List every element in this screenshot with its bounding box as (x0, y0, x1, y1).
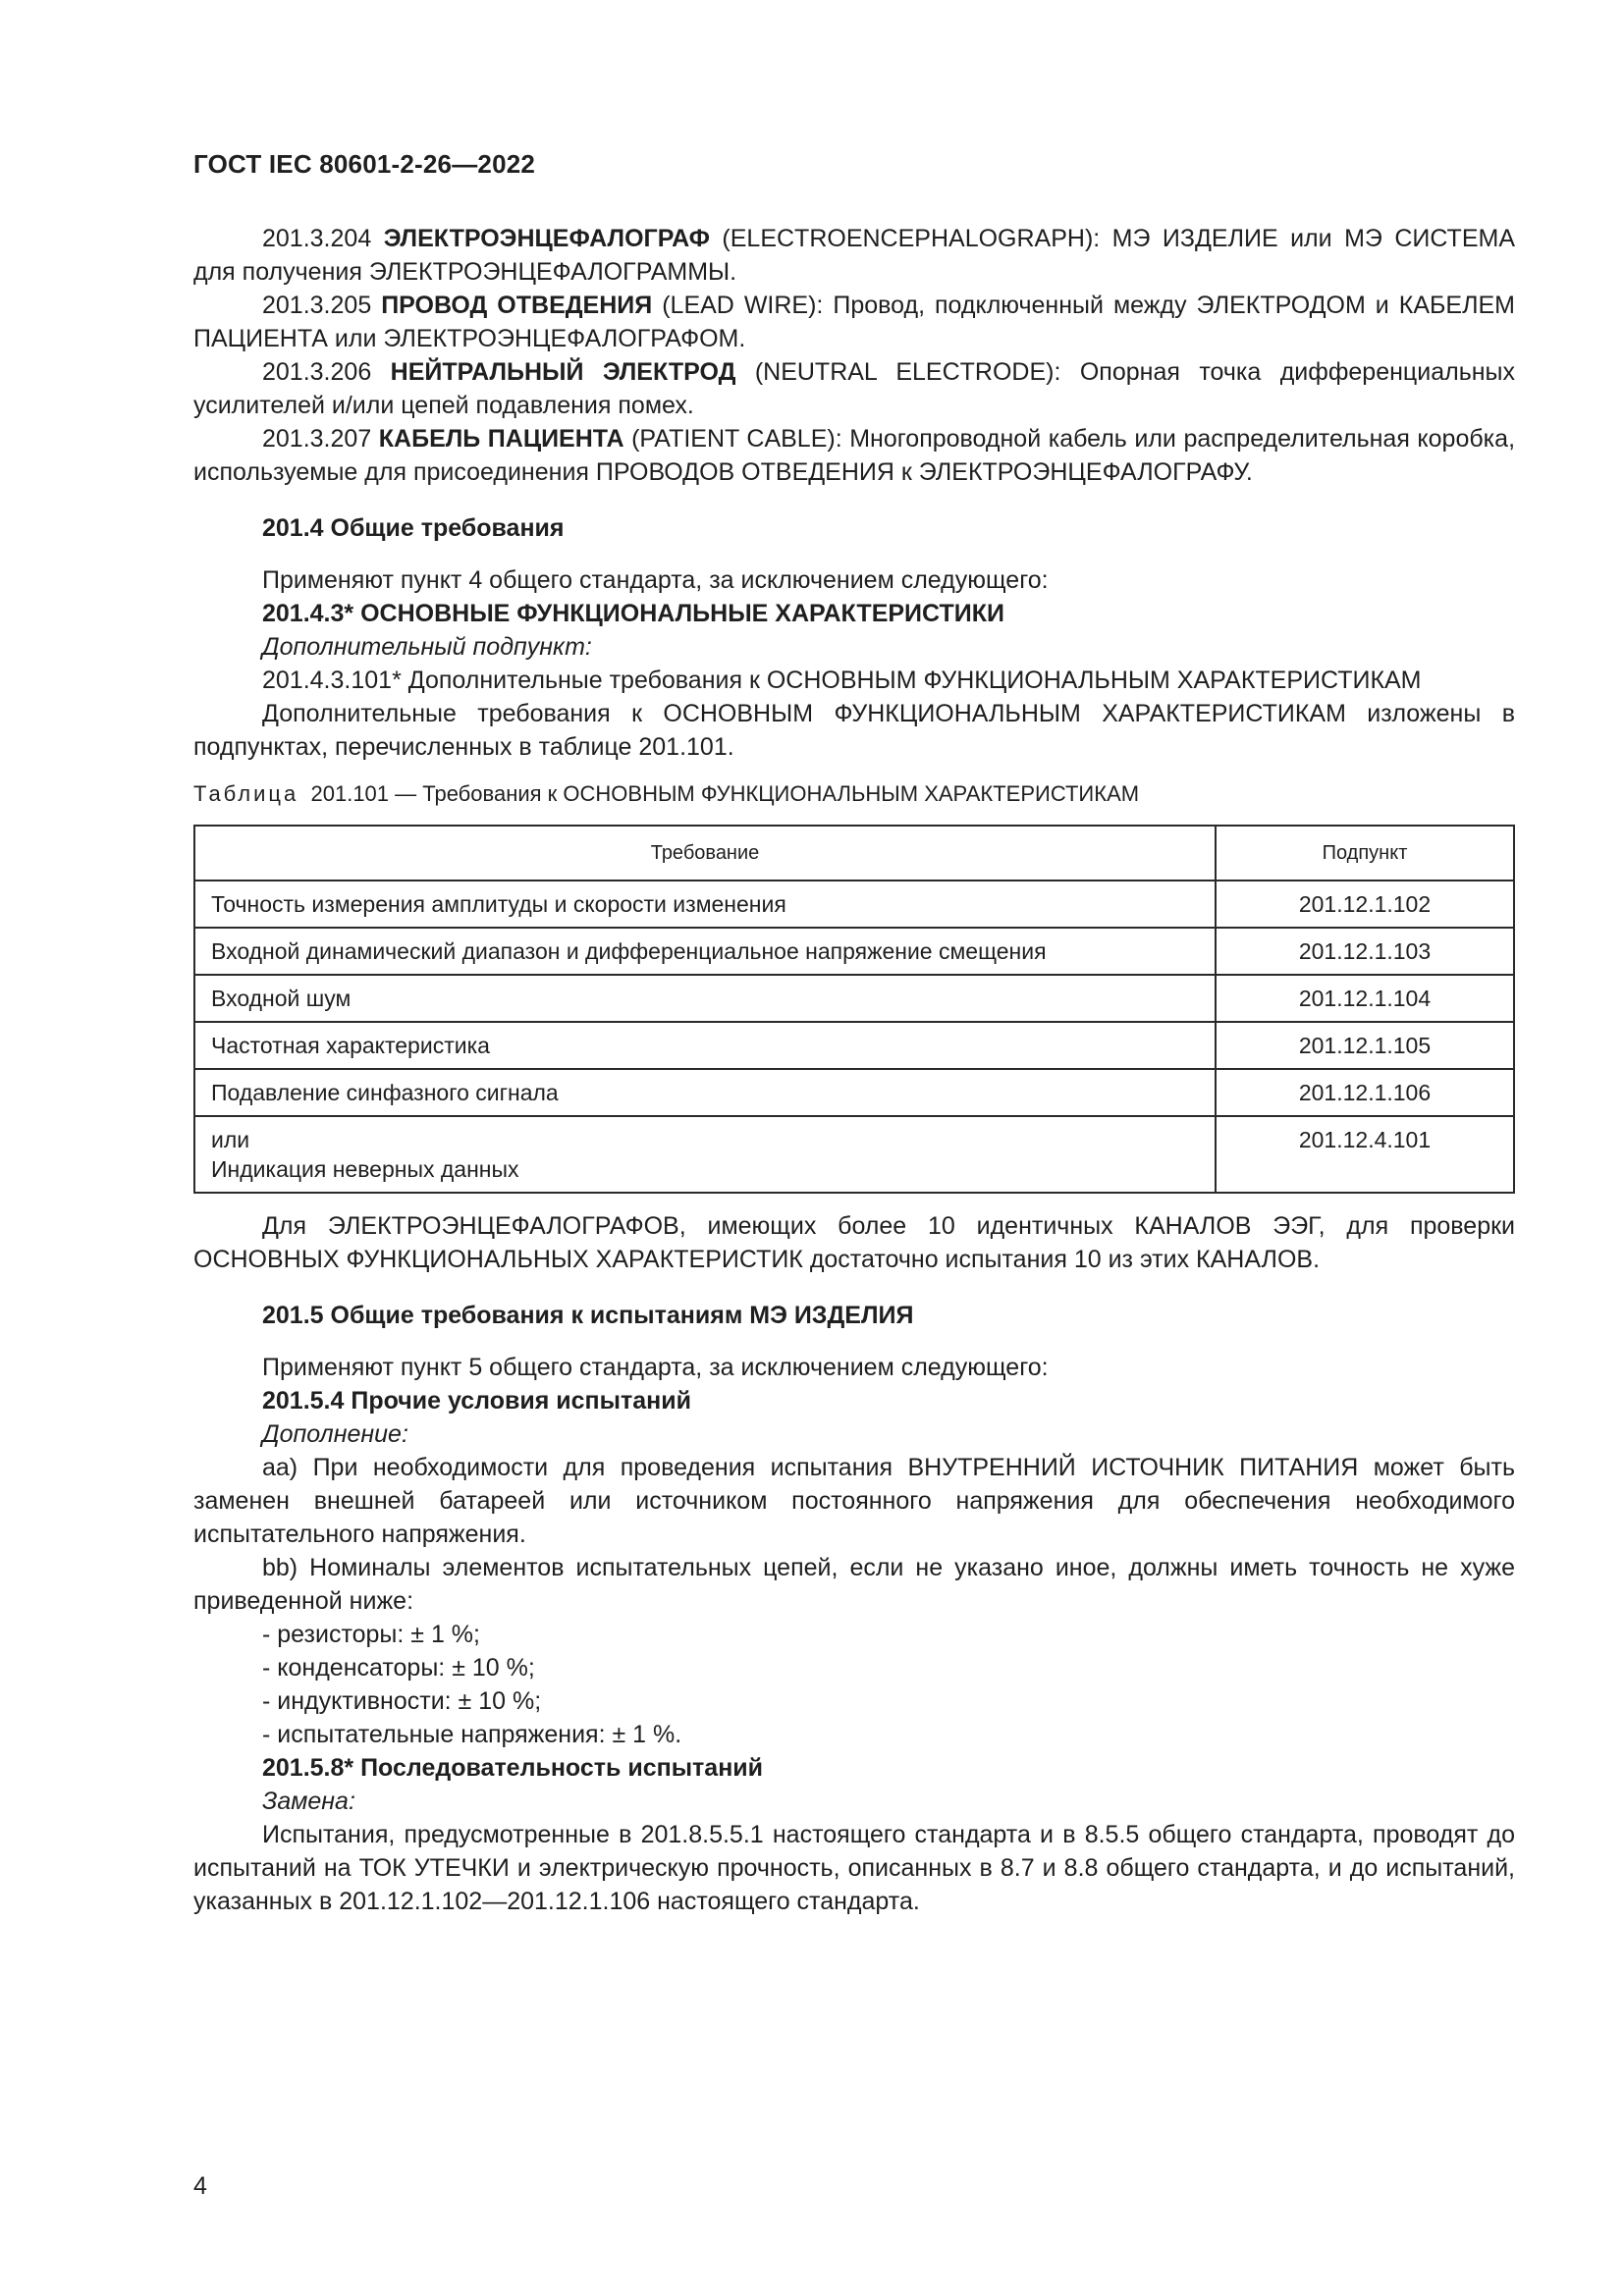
item-aa: аа) При необходимости для проведения испытания ВНУТРЕННИЙ ИСТОЧНИК ПИТАНИЯ может быть заменен внешней батареей или источником постоянного напряжения для обеспечения необходимого испытательного напряжения. (193, 1454, 1515, 1548)
addition-label: Дополнительный подпункт: (262, 633, 592, 661)
addition-label: Дополнение: (262, 1420, 408, 1448)
table-caption-word: Таблица (193, 781, 299, 806)
document-header: ГОСТ IEC 80601-2-26—2022 (193, 149, 536, 179)
requirement-line: Индикация неверных данных (211, 1156, 519, 1182)
definition-number: 201.3.204 (262, 225, 372, 252)
list-item: - конденсаторы: ± 10 %; (262, 1654, 535, 1682)
definition-number: 201.3.205 (262, 292, 372, 319)
requirement-cell: Подавление синфазного сигнала (194, 1069, 1216, 1116)
table-row (194, 1116, 1514, 1193)
table-caption (193, 777, 1515, 811)
requirement-cell (194, 1116, 1216, 1193)
definition-number: 201.3.206 (262, 358, 372, 386)
requirement-cell: Входной динамический диапазон и дифференциальное напряжение смещения (194, 928, 1216, 975)
document-body (193, 222, 1515, 1918)
definition-term: НЕЙТРАЛЬНЫЙ ЭЛЕКТРОД (390, 358, 736, 386)
subclause-cell: 201.12.1.102 (1216, 881, 1514, 928)
definition-term: ПРОВОД ОТВЕДЕНИЯ (381, 292, 653, 319)
subsection-heading-201-5-4: 201.5.4 Прочие условия испытаний (262, 1387, 691, 1415)
subsection-heading-201-5-8: 201.5.8* Последовательность испытаний (262, 1754, 764, 1782)
definition-201-3-204 (193, 222, 1515, 289)
final-paragraph: Испытания, предусмотренные в 201.8.5.5.1 настоящего стандарта и в 8.5.5 общего стандарта, проводят до испытаний на ТОК УТЕЧКИ и электрическую прочность, описанных в 8.7 и 8.8 общего стандарта, и до испытаний, указанных в 201.12.1.102—201.12.1.106 настоящего стандарта. (193, 1821, 1515, 1915)
definition-text: (NEUTRAL ELECTRODE): Опорная точка дифференциальных усилителей и/или цепей подавления помех. (193, 358, 1515, 419)
section-heading-201-5: 201.5 Общие требования к испытаниям МЭ ИЗДЕЛИЯ (262, 1302, 914, 1329)
subsection-heading-201-4-3: 201.4.3* ОСНОВНЫЕ ФУНКЦИОНАЛЬНЫЕ ХАРАКТЕРИСТИКИ (262, 600, 1004, 627)
subclause-cell: 201.12.1.104 (1216, 975, 1514, 1022)
table-row (194, 975, 1514, 1022)
section-201-4-intro: Применяют пункт 4 общего стандарта, за исключением следующего: (262, 566, 1049, 594)
column-header-subclause: Подпункт (1216, 826, 1514, 881)
list-item: - индуктивности: ± 10 %; (262, 1687, 542, 1715)
table-header-row (194, 826, 1514, 881)
requirements-table (193, 825, 1515, 1194)
definition-number: 201.3.207 (262, 425, 372, 453)
list-item: - резисторы: ± 1 %; (262, 1621, 480, 1648)
table-row (194, 1069, 1514, 1116)
requirement-cell: Входной шум (194, 975, 1216, 1022)
definition-text: (LEAD WIRE): Провод, подключенный между ЭЛЕКТРОДОМ и КАБЕЛЕМ ПАЦИЕНТА или ЭЛЕКТРОЭНЦЕФАЛОГРАФОМ. (193, 292, 1515, 352)
item-201-4-3-101: 201.4.3.101* Дополнительные требования к ОСНОВНЫМ ФУНКЦИОНАЛЬНЫМ ХАРАКТЕРИСТИКАМ (262, 667, 1422, 694)
subclause-cell: 201.12.1.103 (1216, 928, 1514, 975)
definition-201-3-206 (193, 355, 1515, 422)
section-201-5-intro: Применяют пункт 5 общего стандарта, за исключением следующего: (262, 1354, 1049, 1381)
table-row (194, 1022, 1514, 1069)
item-201-4-3-101-text: Дополнительные требования к ОСНОВНЫМ ФУНКЦИОНАЛЬНЫМ ХАРАКТЕРИСТИКАМ изложены в подпунктах, перечисленных в таблице 201.101. (193, 700, 1515, 761)
requirement-line: или (211, 1127, 250, 1152)
list-item: - испытательные напряжения: ± 1 %. (262, 1721, 682, 1748)
after-table-note: Для ЭЛЕКТРОЭНЦЕФАЛОГРАФОВ, имеющих более 10 идентичных КАНАЛОВ ЭЭГ, для проверки ОСНОВНЫХ ФУНКЦИОНАЛЬНЫХ ХАРАКТЕРИСТИК достаточно испытания 10 из этих КАНАЛОВ. (193, 1212, 1515, 1273)
item-bb: bb) Номиналы элементов испытательных цепей, если не указано иное, должны иметь точность не хуже приведенной ниже: (193, 1554, 1515, 1615)
table-row (194, 928, 1514, 975)
subclause-cell: 201.12.4.101 (1216, 1116, 1514, 1193)
subclause-cell: 201.12.1.105 (1216, 1022, 1514, 1069)
definition-201-3-207 (193, 422, 1515, 489)
definition-term: КАБЕЛЬ ПАЦИЕНТА (378, 425, 624, 453)
table-row (194, 881, 1514, 928)
page-number: 4 (193, 2172, 207, 2200)
column-header-requirement: Требование (194, 826, 1216, 881)
definition-text: (PATIENT CABLE): Многопроводной кабель или распределительная коробка, используемые для присоединения ПРОВОДОВ ОТВЕДЕНИЯ к ЭЛЕКТРОЭНЦЕФАЛОГРАФУ. (193, 425, 1516, 486)
requirement-cell: Частотная характеристика (194, 1022, 1216, 1069)
definition-201-3-205 (193, 289, 1515, 355)
requirement-cell: Точность измерения амплитуды и скорости изменения (194, 881, 1216, 928)
table-caption-text: 201.101 — Требования к ОСНОВНЫМ ФУНКЦИОНАЛЬНЫМ ХАРАКТЕРИСТИКАМ (310, 781, 1140, 806)
definition-text: (ELECTROENCEPHALOGRAPH): МЭ ИЗДЕЛИЕ или МЭ СИСТЕМА для получения ЭЛЕКТРОЭНЦЕФАЛОГРАММЫ. (193, 225, 1516, 286)
spacer (193, 1194, 1515, 1209)
subclause-cell: 201.12.1.106 (1216, 1069, 1514, 1116)
definition-term: ЭЛЕКТРОЭНЦЕФАЛОГРАФ (383, 225, 710, 252)
replacement-label: Замена: (262, 1788, 355, 1815)
section-heading-201-4: 201.4 Общие требования (262, 514, 565, 542)
